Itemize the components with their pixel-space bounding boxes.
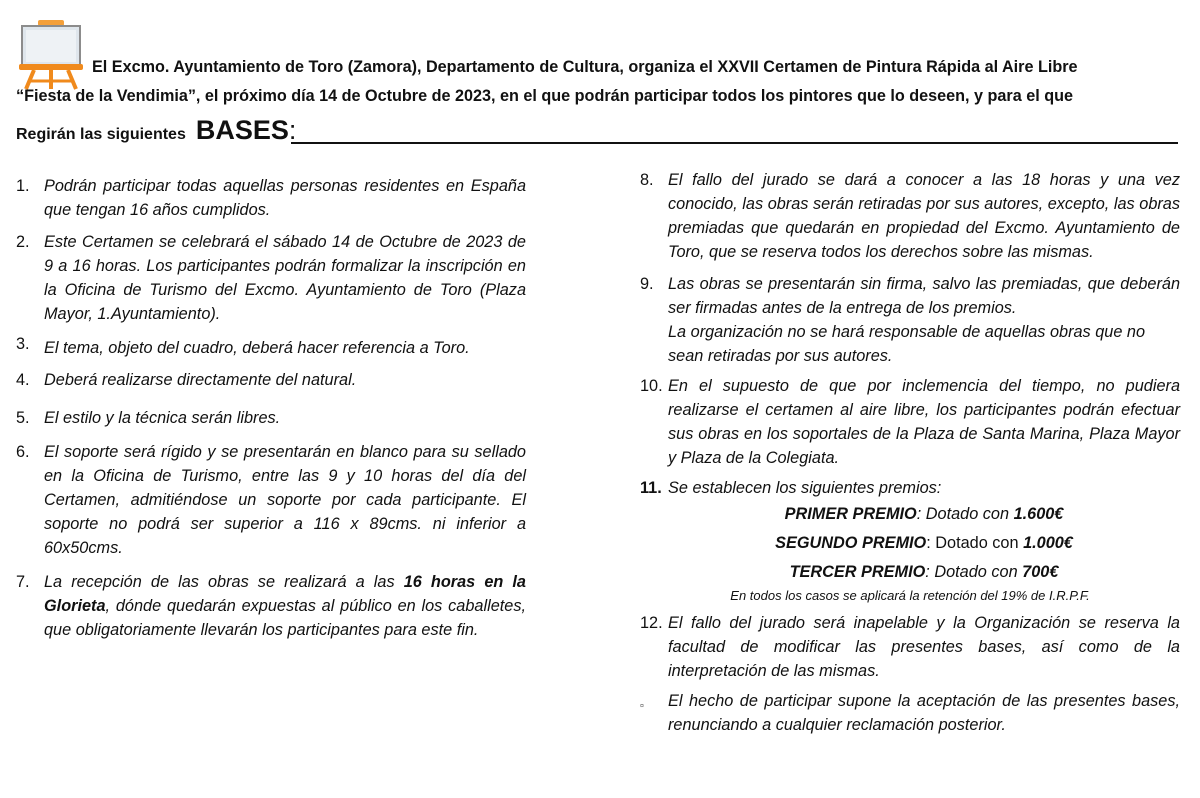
prize-separator: : Dotado con <box>916 505 1014 523</box>
header <box>0 0 1200 160</box>
rule-text: Se establecen los siguientes premios: <box>668 479 942 497</box>
rule-item-9 <box>640 272 1180 368</box>
rule-item-11 <box>640 476 1180 500</box>
bases-heading: BASES <box>195 115 289 145</box>
prize-label: SEGUNDO PREMIO <box>775 534 927 552</box>
rule-number: 11. <box>640 479 662 497</box>
rule-text-highlight: 16 horas en la Glorieta <box>44 573 526 615</box>
intro-regiran: Regirán las siguientes <box>16 126 186 143</box>
heading-underline <box>291 142 1178 144</box>
rule-number: 4. <box>16 371 30 389</box>
prize-amount: 1.000€ <box>1023 534 1073 552</box>
rule-number: 5. <box>16 409 30 427</box>
rule-text: El fallo del jurado será inapelable y la Organización se reserva la facultad de modificar las presentes bases, así como de la interpretación de las mismas. <box>668 614 1180 680</box>
prize-second <box>668 529 1180 558</box>
rule-marker: ¤ <box>640 703 644 710</box>
rule-number: 8. <box>640 171 654 189</box>
rule-item-5 <box>16 406 526 430</box>
rule-number: 12. <box>640 614 663 632</box>
prize-separator: : Dotado con <box>925 563 1023 581</box>
rule-item-4 <box>16 368 526 392</box>
rule-item-12 <box>640 611 1180 683</box>
rule-text: El fallo del jurado se dará a conocer a las 18 horas y una vez conocido, las obras serán retiradas por sus autores, excepto, las obras premiadas que quedarán en propiedad del Excmo. Ayuntamiento de Toro, que se reserva todos los derechos sobre las mismas. <box>668 171 1180 261</box>
easel-icon <box>18 18 84 90</box>
right-column <box>640 168 1180 737</box>
rule-text-start: La recepción de las obras se realizará a las <box>44 573 404 591</box>
bases-colon: : <box>288 115 297 145</box>
rule-item-8 <box>640 168 1180 264</box>
rule-text: Las obras se presentarán sin firma, salvo las premiadas, que deberán ser firmadas antes de la entrega de los premios. <box>668 275 1180 317</box>
rule-item-2 <box>16 230 526 326</box>
rule-number: 3. <box>16 335 30 353</box>
prize-first <box>668 500 1180 529</box>
rule-text: El estilo y la técnica serán libres. <box>44 409 281 427</box>
rule-number: 1. <box>16 177 30 195</box>
rule-item-13 <box>640 689 1180 737</box>
prize-separator: : Dotado con <box>926 534 1024 552</box>
rule-number: 2. <box>16 233 30 251</box>
rule-text: El soporte será rígido y se presentarán en blanco para su sellado en la Oficina de Turismo, entre las 9 y 10 horas del día del Certamen, admitiéndose un soporte por cada participante. El soporte no podrá ser superior a 116 x 89cms. ni inferior a 60x50cms. <box>44 443 526 557</box>
prize-list <box>640 500 1180 587</box>
rule-text-end: , dónde quedarán expuestas al público en los caballetes, que obligatoriamente llevarán los participantes para este fin. <box>44 597 526 639</box>
rule-number: 7. <box>16 573 30 591</box>
intro-line-1: El Excmo. Ayuntamiento de Toro (Zamora), Departamento de Cultura, organiza el XXVII Certamen de Pintura Rápida al Aire Libre <box>92 58 1078 76</box>
left-column <box>16 174 526 642</box>
prize-label: PRIMER PREMIO <box>784 505 917 523</box>
rule-text: El tema, objeto del cuadro, deberá hacer referencia a Toro. <box>44 339 470 357</box>
prize-third <box>668 558 1180 587</box>
rule-item-10 <box>640 374 1180 470</box>
rule-note: La organización no se hará responsable de aquellas obras que no sean retiradas por sus autores. <box>668 323 1146 365</box>
rule-item-3 <box>16 334 526 358</box>
prize-label: TERCER PREMIO <box>789 563 926 581</box>
retention-note: En todos los casos se aplicará la retención del 19% de I.R.P.F. <box>730 588 1090 603</box>
rule-number: 10. <box>640 377 663 395</box>
rule-text: Podrán participar todas aquellas personas residentes en España que tengan 16 años cumplidos. <box>44 177 526 219</box>
rule-text: El hecho de participar supone la aceptación de las presentes bases, renunciando a cualquier reclamación posterior. <box>668 692 1180 734</box>
rule-item-6 <box>16 440 526 560</box>
rule-number: 9. <box>640 275 654 293</box>
intro-line-3 <box>16 115 296 146</box>
rule-number: 6. <box>16 443 30 461</box>
rule-item-7 <box>16 570 526 642</box>
rule-text: En el supuesto de que por inclemencia del tiempo, no pudiera realizarse el certamen al aire libre, los participantes podrán efectuar sus obras en los soportales de la Plaza de Santa Marina, Plaza Mayor y Plaza de la Colegiata. <box>668 377 1180 467</box>
prize-amount: 1.600€ <box>1013 505 1064 523</box>
rule-text <box>44 570 526 642</box>
prize-amount: 700€ <box>1022 563 1059 581</box>
rule-text: Este Certamen se celebrará el sábado 14 de Octubre de 2023 de 9 a 16 horas. Los participantes podrán formalizar la inscripción en la Oficina de Turismo del Excmo. Ayuntamiento de Toro (Plaza Mayor, 1.Ayuntamiento). <box>44 233 526 323</box>
rule-text: Deberá realizarse directamente del natural. <box>44 371 357 389</box>
intro-line-2: “Fiesta de la Vendimia”, el próximo día 14 de Octubre de 2023, en el que podrán participar todos los pintores que lo deseen, y para el que <box>16 87 1073 105</box>
rule-item-1 <box>16 174 526 222</box>
